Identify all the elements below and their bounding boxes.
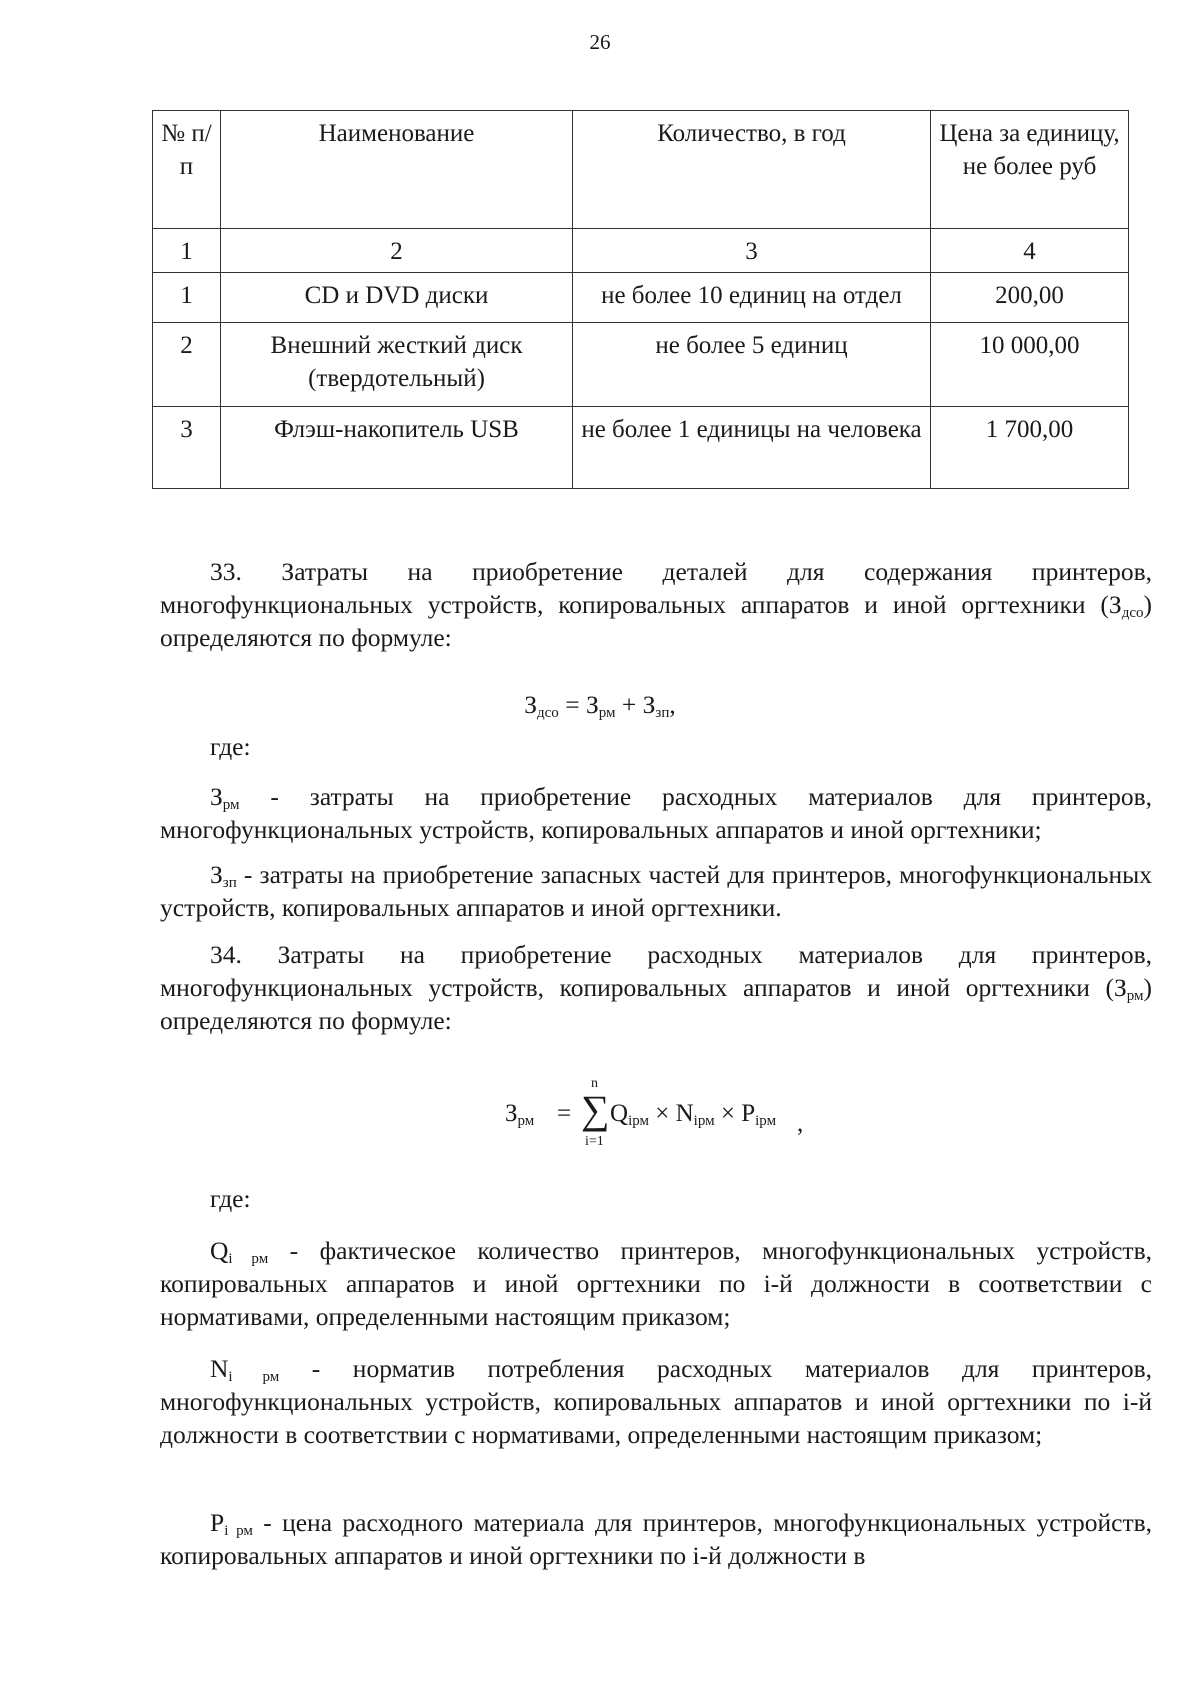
formula-subscript: дсо (537, 705, 559, 721)
definition-n (160, 1352, 1152, 1451)
symbol: N (210, 1354, 229, 1383)
definition-text: - затраты на приобретение расходных материалов для принтеров, многофункциональных устройств, копировальных аппаратов и иной оргтехники; (160, 782, 1152, 844)
definition-text: - фактическое количество принтеров, многофункциональных устройств, копировальных аппаратов и иной оргтехники по i-й должности в соответствии с нормативами, определенными настоящим приказом; (160, 1236, 1152, 1331)
symbol-subscript: i рм (228, 1251, 269, 1267)
paragraph-33-tail: ) определяются по формуле: (160, 590, 1152, 652)
symbol: З (210, 782, 223, 811)
header-cell: Цена за единицу, не более руб (931, 111, 1129, 229)
definition-text: - цена расходного материала для принтеров, многофункциональных устройств, копировальных аппаратов и иной оргтехники по i-й должности в (160, 1508, 1153, 1570)
definition-text: - затраты на приобретение запасных частей для принтеров, многофункциональных устройств, копировальных аппаратов и иной оргтехники. (160, 860, 1152, 922)
column-number-cell: 1 (153, 229, 221, 273)
sum-lower-limit: i=1 (585, 1134, 604, 1149)
column-number-cell: 2 (221, 229, 573, 273)
symbol: Q (210, 1236, 229, 1265)
table-row (153, 407, 1129, 489)
formula-zrm-sum (505, 1076, 825, 1162)
table-cell: не более 1 единицы на человека (573, 407, 931, 489)
symbol: З (210, 860, 223, 889)
symbol-subscript: рм (222, 797, 240, 813)
definition-text: - норматив потребления расходных материалов для принтеров, многофункциональных устройств, копировальных аппаратов и иной оргтехники по i-й должности в соответствии с нормативами, определенными настоящим приказом; (160, 1354, 1152, 1449)
supplies-table (152, 110, 1129, 489)
table-row (153, 323, 1129, 407)
formula-operator: = (558, 690, 586, 719)
symbol-subscript: зп (222, 875, 237, 891)
header-cell: Количество, в год (573, 111, 931, 229)
paragraph-33 (160, 555, 1152, 654)
definition-q (160, 1234, 1152, 1333)
paragraph-33-text: 33. Затраты на приобретение деталей для содержания принтеров, многофункциональных устройств, копировальных аппаратов и иной оргтехники ( (160, 557, 1152, 619)
table-cell: Внешний жесткий диск (твердотельный) (221, 323, 573, 407)
formula-subscript: зп (655, 705, 670, 721)
symbol-subscript: i рм (224, 1523, 253, 1539)
where-label: где: (210, 732, 251, 761)
table-header-row (153, 111, 1129, 229)
where-label: где: (210, 1184, 251, 1213)
formula-operator: + (615, 690, 643, 719)
paragraph-34-tail: ) определяются по формуле: (160, 973, 1152, 1035)
symbol: З (1113, 973, 1127, 1002)
table-cell: не более 10 единиц на отдел (573, 273, 931, 323)
table-cell: 1 700,00 (931, 407, 1129, 489)
table-cell: CD и DVD диски (221, 273, 573, 323)
formula-symbol: З (585, 690, 599, 719)
formula-operator: = (557, 1100, 572, 1127)
formula-symbol: $З_{рм}$ (505, 1100, 535, 1129)
formula-subscript: рм (598, 705, 616, 721)
sigma-icon: ∑ (581, 1087, 610, 1132)
table-cell: Флэш-накопитель USB (221, 407, 573, 489)
paragraph-34-text: 34. Затраты на приобретение расходных материалов для принтеров, многофункциональных устройств, копировальных аппаратов и иной оргтехники ( (160, 940, 1152, 1002)
symbol: З (1108, 590, 1122, 619)
formula-body: $Q_{iрм} \times N_{iрм} \times P_{iрм}$ (610, 1100, 777, 1129)
symbol-subscript: дсо (1121, 605, 1144, 621)
column-number-cell: 4 (931, 229, 1129, 273)
sum-upper-limit: n (591, 1076, 598, 1091)
table-cell: 10 000,00 (931, 323, 1129, 407)
formula-punct: , (669, 690, 676, 719)
formula-symbol: З (524, 690, 538, 719)
page-number: 26 (589, 30, 611, 54)
column-number-cell: 3 (573, 229, 931, 273)
table-cell: не более 5 единиц (573, 323, 931, 407)
table-cell: 3 (153, 407, 221, 489)
paragraph-34 (160, 938, 1152, 1037)
symbol-subscript: i рм (228, 1369, 280, 1385)
formula-symbol: З (642, 690, 656, 719)
symbol-subscript: рм (1126, 988, 1144, 1004)
table-cell: 2 (153, 323, 221, 407)
table-column-numbers-row (153, 229, 1129, 273)
formula-punct: , (797, 1110, 804, 1137)
table-cell: 1 (153, 273, 221, 323)
formula-zdso (0, 690, 1200, 720)
definition-zrm (160, 780, 1152, 846)
symbol: P (210, 1508, 225, 1537)
table-cell: 200,00 (931, 273, 1129, 323)
table-row (153, 273, 1129, 323)
header-cell: Наименование (221, 111, 573, 229)
definition-p (160, 1506, 1152, 1572)
header-cell: № п/п (153, 111, 221, 229)
definition-zzp (160, 858, 1152, 924)
